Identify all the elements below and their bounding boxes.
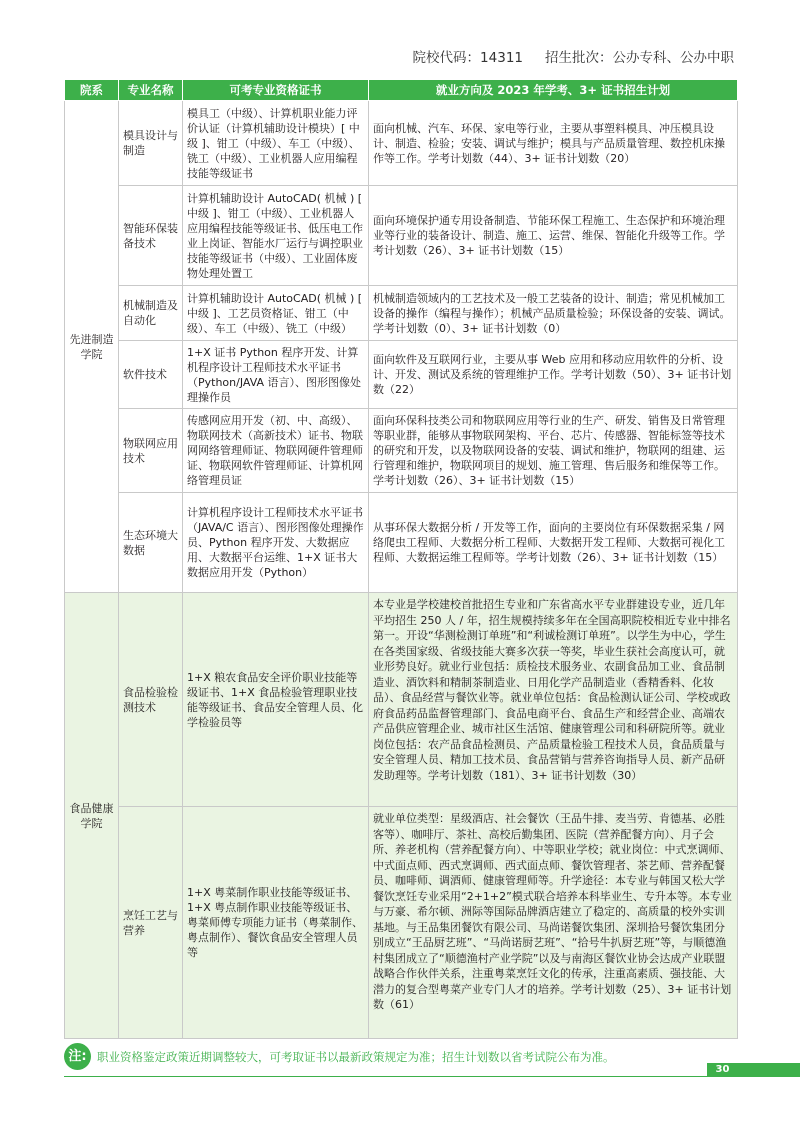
major-name: 模具设计与制造 bbox=[119, 101, 183, 186]
certificate-cell: 传感网应用开发（初、中、高级）、物联网技术（高新技术）证书、物联网网络管理师证、物联网硬件管理师证、物联网软件管理师证、计算机网络管理员证 bbox=[183, 409, 369, 493]
certificate-cell: 计算机辅助设计 AutoCAD( 机械 ) [ 中级 ]、钳工（中级）、工业机器人应用编程技能等级证书、低压电工作业上岗证、智能水厂运行与调控职业技能等级证书（中级）、工业固体废物处理处置工 bbox=[183, 186, 369, 286]
major-name: 软件技术 bbox=[119, 341, 183, 409]
header-info bbox=[413, 46, 734, 66]
plan-cell: 面向环保科技类公司和物联网应用等行业的生产、研发、销售及日常管理等职业群，能够从事物联网架构、平台、芯片、传感器、智能标签等技术的研究和开发，以及物联网设备的安装、调试和维护，物联网的组建、运行管理和维护，物联网项目的规划、施工管理、售后服务和维保等工作。学考计划数（26）、3+ 证书计划数（15） bbox=[369, 409, 738, 493]
plan-cell: 面向机械、汽车、环保、家电等行业，主要从事塑料模具、冲压模具设计、制造、检验；安装、调试与维护；模具与产品质量管理、数控机床操作等工作。学考计划数（44）、3+ 证书计划数（20） bbox=[369, 101, 738, 186]
footnote-text: 职业资格鉴定政策近期调整较大，可考取证书以最新政策规定为准；招生计划数以省考试院公布为准。 bbox=[97, 1050, 615, 1064]
page-number: 30 bbox=[707, 1063, 738, 1077]
col-header-employment-plan: 就业方向及 2023 年学考、3+ 证书招生计划 bbox=[369, 80, 738, 101]
certificate-cell: 计算机辅助设计 AutoCAD( 机械 ) [ 中级 ]、工艺员资格证、钳工（中级）、车工（中级）、铣工（中级） bbox=[183, 286, 369, 341]
certificate-cell: 1+X 粤菜制作职业技能等级证书、1+X 粤点制作职业技能等级证书、粤菜师傅专项能力证书（粤菜制作、粤点制作）、餐饮食品安全管理人员等 bbox=[183, 807, 369, 1039]
major-name: 物联网应用技术 bbox=[119, 409, 183, 493]
department-cell: 食品健康学院 bbox=[65, 593, 119, 1039]
certificate-cell: 1+X 证书 Python 程序开发、计算机程序设计工程师技术水平证书（Python/JAVA 语言）、图形图像处理操作员 bbox=[183, 341, 369, 409]
enrollment-batch: 招生批次：公办专科、公办中职 bbox=[545, 50, 734, 66]
department-cell: 先进制造学院 bbox=[65, 101, 119, 593]
table-row bbox=[65, 493, 738, 593]
certificate-cell: 1+X 粮农食品安全评价职业技能等级证书、1+X 食品检验管理职业技能等级证书、食品安全管理人员、化学检验员等 bbox=[183, 593, 369, 807]
plan-cell: 从事环保大数据分析 / 开发等工作，面向的主要岗位有环保数据采集 / 网络爬虫工程师、大数据分析工程师、大数据开发工程师、大数据可视化工程师、大数据运维工程师等。学考计划数（26）、3+ 证书计划数（15） bbox=[369, 493, 738, 593]
plan-cell: 本专业是学校建校首批招生专业和广东省高水平专业群建设专业，近几年平均招生 250 人 / 年，招生规模持续多年在全国高职院校相近专业中排名第一。开设“华测检测订单班”和“利诚检测订单班”。以学生为中心，学生在各类国家级、省级技能大赛多次获一等奖，毕业生获社会高度认可，就业形势良好。就业行业包括：质检技术服务业、农副食品加工业、食品制造业、酒饮料和精制茶制造业、日用化学产品制造业（香精香料、化妆品）、食品经营与餐饮业等。就业单位包括：食品检测认证公司、学校或政府食品药品监督管理部门、食品电商平台、食品生产和经营企业、高端农产品供应管理企业、城市社区生活馆、健康管理公司和科研院所等。就业岗位包括：农产品食品检测员、产品质量检验工程技术人员，食品质量与安全管理人员、精加工技术员、食品营销与营养咨询指导人员、新产品研发助理等。学考计划数（181）、3+ 证书计划数（30） bbox=[369, 593, 738, 807]
plan-cell: 就业单位类型：星级酒店、社会餐饮（王品牛排、麦当劳、肯德基、必胜客等）、咖啡厅、茶社、高校后勤集团、医院（营养配餐方向）、月子会所、养老机构（营养配餐方向）、中等职业学校；就业岗位：中式烹调师、中式面点师、西式烹调师、西式面点师、餐饮管理者、茶艺师、营养配餐员、咖啡师、调酒师、健康管理师等。升学途径：本专业与韩国又松大学餐饮烹饪专业采用“2+1+2”模式联合培养本科毕业生、专升本等。本专业与万豪、希尔顿、洲际等国际品牌酒店建立了稳定的、高质量的校外实训基地。与王品集团餐饮有限公司、马尚诺餐饮集团、深圳拾号餐饮集团分别成立“王品厨艺班”、“马尚诺厨艺班”、“拾号牛扒厨艺班”等，与顺德渔村集团成立了“顺德渔村产业学院”以及与南海区餐饮业协会达成产业联盟战略合作伙伴关系，注重粤菜烹饪文化的传承，注重高素质、强技能、大潜力的复合型粤菜产业专门人才的培养。学考计划数（25）、3+ 证书计划数（61） bbox=[369, 807, 738, 1039]
footer-accent-bar bbox=[738, 1063, 800, 1077]
table-row bbox=[65, 409, 738, 493]
col-header-department: 院系 bbox=[65, 80, 119, 101]
majors-table bbox=[64, 79, 738, 1039]
table-row bbox=[65, 286, 738, 341]
table-row bbox=[65, 593, 738, 807]
table-row bbox=[65, 807, 738, 1039]
footer-divider bbox=[64, 1076, 737, 1077]
plan-cell: 机械制造领域内的工艺技术及一般工艺装备的设计、制造；常见机械加工设备的操作（编程与操作）；机械产品质量检验；环保设备的安装、调试。学考计划数（0）、3+ 证书计划数（0） bbox=[369, 286, 738, 341]
certificate-cell: 计算机程序设计工程师技术水平证书（JAVA/C 语言）、图形图像处理操作员、Python 程序开发、大数据应用、大数据平台运维、1+X 证书大数据应用开发（Python） bbox=[183, 493, 369, 593]
certificate-cell: 模具工（中级）、计算机职业能力评价认证（计算机辅助设计模块）[ 中级 ]、钳工（中级）、车工（中级）、铣工（中级）、工业机器人应用编程技能等级证书 bbox=[183, 101, 369, 186]
major-name: 智能环保装备技术 bbox=[119, 186, 183, 286]
table-row bbox=[65, 186, 738, 286]
major-name: 烹饪工艺与营养 bbox=[119, 807, 183, 1039]
school-code: 院校代码：14311 bbox=[412, 50, 523, 66]
plan-cell: 面向环境保护通专用设备制造、节能环保工程施工、生态保护和环境治理业等行业的装备设计、制造、施工、运营、维保、智能化升级等工作。学考计划数（26）、3+ 证书计划数（15） bbox=[369, 186, 738, 286]
plan-cell: 面向软件及互联网行业，主要从事 Web 应用和移动应用软件的分析、设计、开发、测试及系统的管理维护工作。学考计划数（50）、3+ 证书计划数（22） bbox=[369, 341, 738, 409]
col-header-major: 专业名称 bbox=[119, 80, 183, 101]
table-row bbox=[65, 341, 738, 409]
table-row bbox=[65, 101, 738, 186]
table-header-row bbox=[65, 80, 738, 101]
col-header-certificate: 可考专业资格证书 bbox=[183, 80, 369, 101]
major-name: 机械制造及自动化 bbox=[119, 286, 183, 341]
major-name: 生态环境大数据 bbox=[119, 493, 183, 593]
note-badge: 注: bbox=[64, 1043, 91, 1070]
major-name: 食品检验检测技术 bbox=[119, 593, 183, 807]
